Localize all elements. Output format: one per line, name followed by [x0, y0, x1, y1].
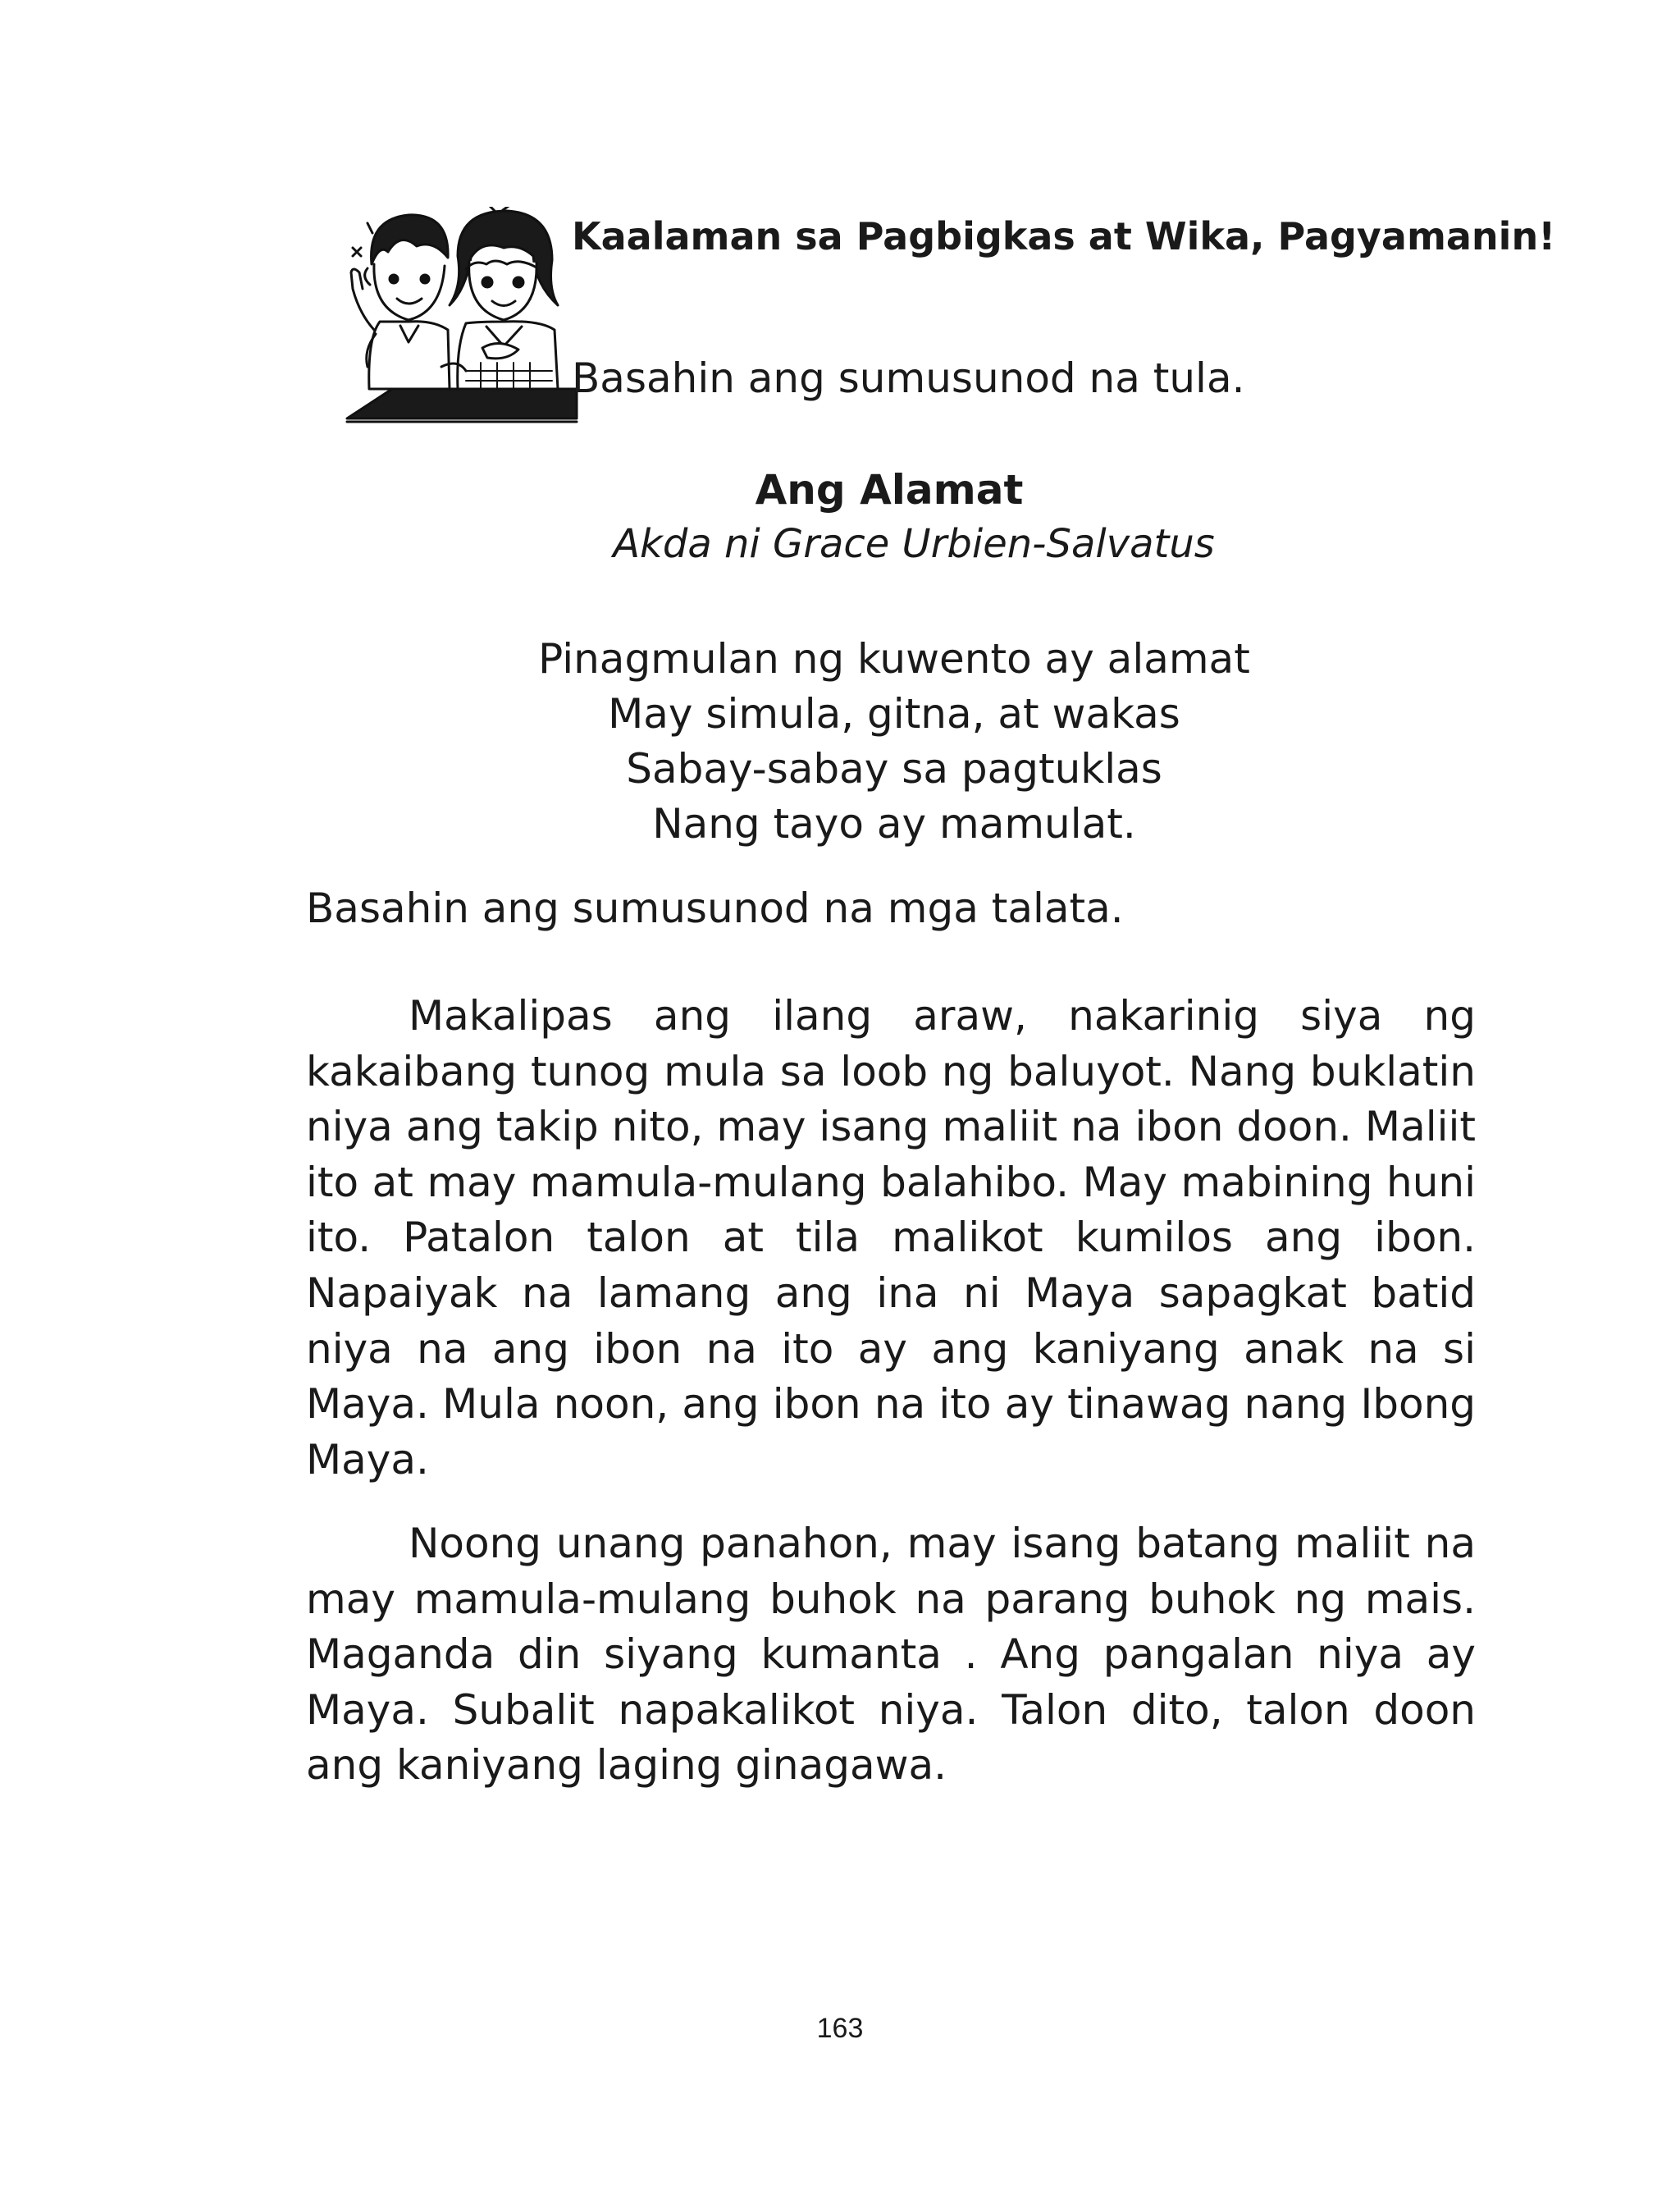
poem-line: May simula, gitna, at wakas [608, 690, 1180, 738]
poem-line: Sabay-sabay sa pagtuklas [626, 745, 1162, 793]
poem-stanza [459, 632, 1329, 852]
poem-instruction: Basahin ang sumusunod na tula. [572, 354, 1245, 402]
poem-line: Pinagmulan ng kuwento ay alamat [538, 635, 1250, 683]
section-heading: Kaalaman sa Pagbigkas at Wika, Pagyamanin! [572, 214, 1556, 258]
poem-author: Akda ni Grace Urbien-Salvatus [613, 521, 1215, 567]
paragraph: Makalipas ang ilang araw, nakarinig siya ng kakaibang tunog mula sa loob ng baluyot. Nang buklatin niya ang takip nito, may isang maliit na ibon doon. Maliit ito at may mamula-mulang balahibo. May mabining huni ito. Patalon talon at tila malikot kumilos ang ibon. Napaiyak na lamang ang ina ni Maya sapagkat batid niya na ang ibon na ito ay ang kaniyang anak na si Maya. Mula noon, ang ibon na ito ay tinawag nang Ibong Maya. [306, 992, 1476, 1484]
poem-title: Ang Alamat [755, 466, 1024, 514]
paragraph-instruction: Basahin ang sumusunod na mga talata. [306, 885, 1124, 932]
poem-line: Nang tayo ay mamulat. [652, 800, 1136, 848]
paragraph: Noong unang panahon, may isang batang maliit na may mamula-mulang buhok na parang buhok ng mais. Maganda din siyang kumanta . Ang pangalan niya ay Maya. Subalit napakalikot niya. Talon dito, talon doon ang kaniyang laging ginagawa. [306, 1520, 1476, 1790]
two-children-icon [343, 207, 581, 441]
page-number: 163 [816, 2013, 864, 2044]
